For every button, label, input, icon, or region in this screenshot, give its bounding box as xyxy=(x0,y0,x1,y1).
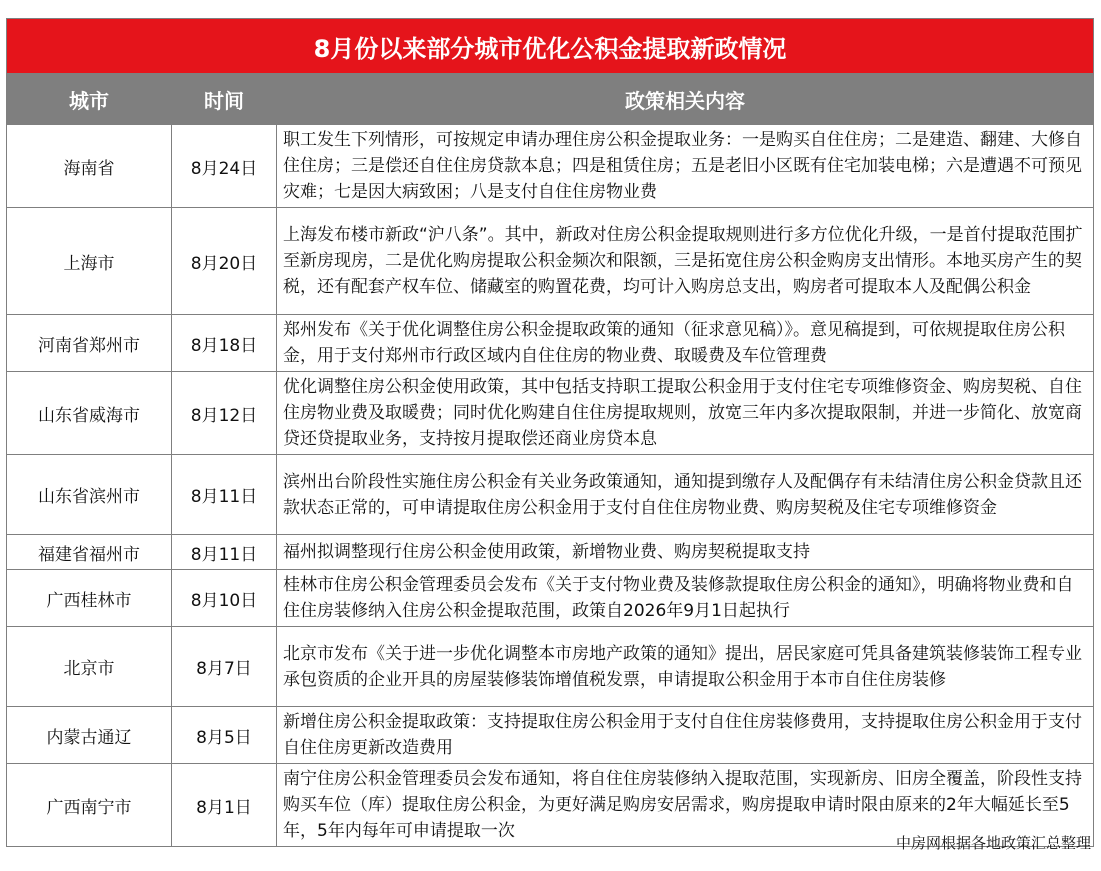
row-date: 8月7日 xyxy=(172,627,277,707)
source-note: 中房网根据各地政策汇总整理 xyxy=(895,834,1091,852)
row-city: 广西桂林市 xyxy=(7,570,172,627)
header-date: 时间 xyxy=(172,74,277,125)
row-city: 内蒙古通辽 xyxy=(7,707,172,764)
row-date: 8月18日 xyxy=(172,315,277,372)
row-date: 8月12日 xyxy=(172,372,277,455)
row-content: 福州拟调整现行住房公积金使用政策，新增物业费、购房契税提取支持 xyxy=(277,535,1094,570)
row-date: 8月10日 xyxy=(172,570,277,627)
row-city: 河南省郑州市 xyxy=(7,315,172,372)
header-content: 政策相关内容 xyxy=(277,74,1094,125)
table-row xyxy=(7,372,1094,455)
row-city: 海南省 xyxy=(7,125,172,208)
row-date: 8月24日 xyxy=(172,125,277,208)
row-date: 8月20日 xyxy=(172,208,277,315)
row-date: 8月11日 xyxy=(172,455,277,535)
table-row xyxy=(7,570,1094,627)
table-row xyxy=(7,455,1094,535)
policy-table-container xyxy=(6,18,1093,847)
row-city: 山东省滨州市 xyxy=(7,455,172,535)
row-content: 职工发生下列情形，可按规定申请办理住房公积金提取业务：一是购买自住住房；二是建造、翻建、大修自住住房；三是偿还自住住房贷款本息；四是租赁住房；五是老旧小区既有住宅加装电梯；六是遭遇不可预见灾难；七是因大病致困；八是支付自住住房物业费 xyxy=(277,125,1094,208)
row-city: 上海市 xyxy=(7,208,172,315)
row-city: 北京市 xyxy=(7,627,172,707)
row-date: 8月11日 xyxy=(172,535,277,570)
row-content: 上海发布楼市新政“沪八条”。其中，新政对住房公积金提取规则进行多方位优化升级，一是首付提取范围扩至新房现房，二是优化购房提取公积金频次和限额，三是拓宽住房公积金购房支出情形。本地买房产生的契税，还有配套产权车位、储藏室的购置花费，均可计入购房总支出，购房者可提取本人及配偶公积金 xyxy=(277,208,1094,315)
row-content: 滨州出台阶段性实施住房公积金有关业务政策通知，通知提到缴存人及配偶存有未结清住房公积金贷款且还款状态正常的，可申请提取住房公积金用于支付自住住房物业费、购房契税及住宅专项维修资金 xyxy=(277,455,1094,535)
row-date: 8月5日 xyxy=(172,707,277,764)
row-content: 北京市发布《关于进一步优化调整本市房地产政策的通知》提出，居民家庭可凭具备建筑装修装饰工程专业承包资质的企业开具的房屋装修装饰增值税发票，申请提取公积金用于本市自住住房装修 xyxy=(277,627,1094,707)
table-title: 8月份以来部分城市优化公积金提取新政情况 xyxy=(7,19,1094,74)
table-row xyxy=(7,707,1094,764)
header-city: 城市 xyxy=(7,74,172,125)
table-row xyxy=(7,125,1094,208)
row-content: 桂林市住房公积金管理委员会发布《关于支付物业费及装修款提取住房公积金的通知》，明确将物业费和自住住房装修纳入住房公积金提取范围，政策自2026年9月1日起执行 xyxy=(277,570,1094,627)
table-row xyxy=(7,208,1094,315)
table-row xyxy=(7,315,1094,372)
policy-table xyxy=(6,18,1094,847)
row-city: 福建省福州市 xyxy=(7,535,172,570)
row-content: 郑州发布《关于优化调整住房公积金提取政策的通知（征求意见稿）》。意见稿提到，可依规提取住房公积金，用于支付郑州市行政区域内自住住房的物业费、取暖费及车位管理费 xyxy=(277,315,1094,372)
table-row xyxy=(7,535,1094,570)
table-row xyxy=(7,627,1094,707)
row-content: 优化调整住房公积金使用政策，其中包括支持职工提取公积金用于支付住宅专项维修资金、购房契税、自住住房物业费及取暖费；同时优化购建自住住房提取规则，放宽三年内多次提取限制，并进一步简化、放宽商贷还贷提取业务，支持按月提取偿还商业房贷本息 xyxy=(277,372,1094,455)
row-content: 新增住房公积金提取政策：支持提取住房公积金用于支付自住住房装修费用，支持提取住房公积金用于支付自住住房更新改造费用 xyxy=(277,707,1094,764)
row-content: 南宁住房公积金管理委员会发布通知，将自住住房装修纳入提取范围，实现新房、旧房全覆盖，阶段性支持购买车位（库）提取住房公积金，为更好满足购房安居需求，购房提取申请时限由原来的2年大幅延长至5年，5年内每年可申请提取一次 xyxy=(277,764,1094,847)
row-city: 广西南宁市 xyxy=(7,764,172,847)
row-city: 山东省威海市 xyxy=(7,372,172,455)
row-date: 8月1日 xyxy=(172,764,277,847)
